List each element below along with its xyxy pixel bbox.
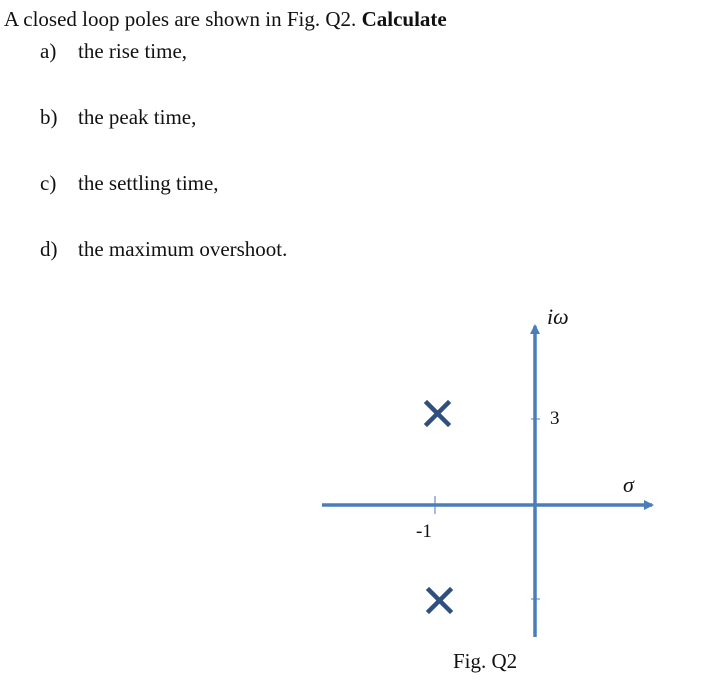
real-tick-label: -1 (416, 521, 432, 542)
question-intro: A closed loop poles are shown in Fig. Q2. (4, 7, 357, 31)
part-c-label: c) (40, 171, 57, 195)
pole-lower-marker (429, 590, 450, 611)
imaginary-axis-label: iω (547, 304, 569, 329)
part-d-text: the maximum overshoot. (78, 237, 288, 261)
part-b-label: b) (40, 105, 58, 129)
part-c-text: the settling time, (78, 171, 219, 195)
real-axis-label: σ (623, 472, 634, 497)
part-a-text: the rise time, (78, 39, 188, 63)
figure-caption: Fig. Q2 (453, 649, 518, 673)
imaginary-tick-label: 3 (550, 408, 560, 429)
question-emphasis: Calculate (361, 7, 447, 31)
part-b-text: the peak time, (78, 105, 197, 129)
pole-upper-marker (427, 403, 448, 424)
part-d-label: d) (40, 237, 58, 261)
part-a-label: a) (40, 39, 57, 63)
